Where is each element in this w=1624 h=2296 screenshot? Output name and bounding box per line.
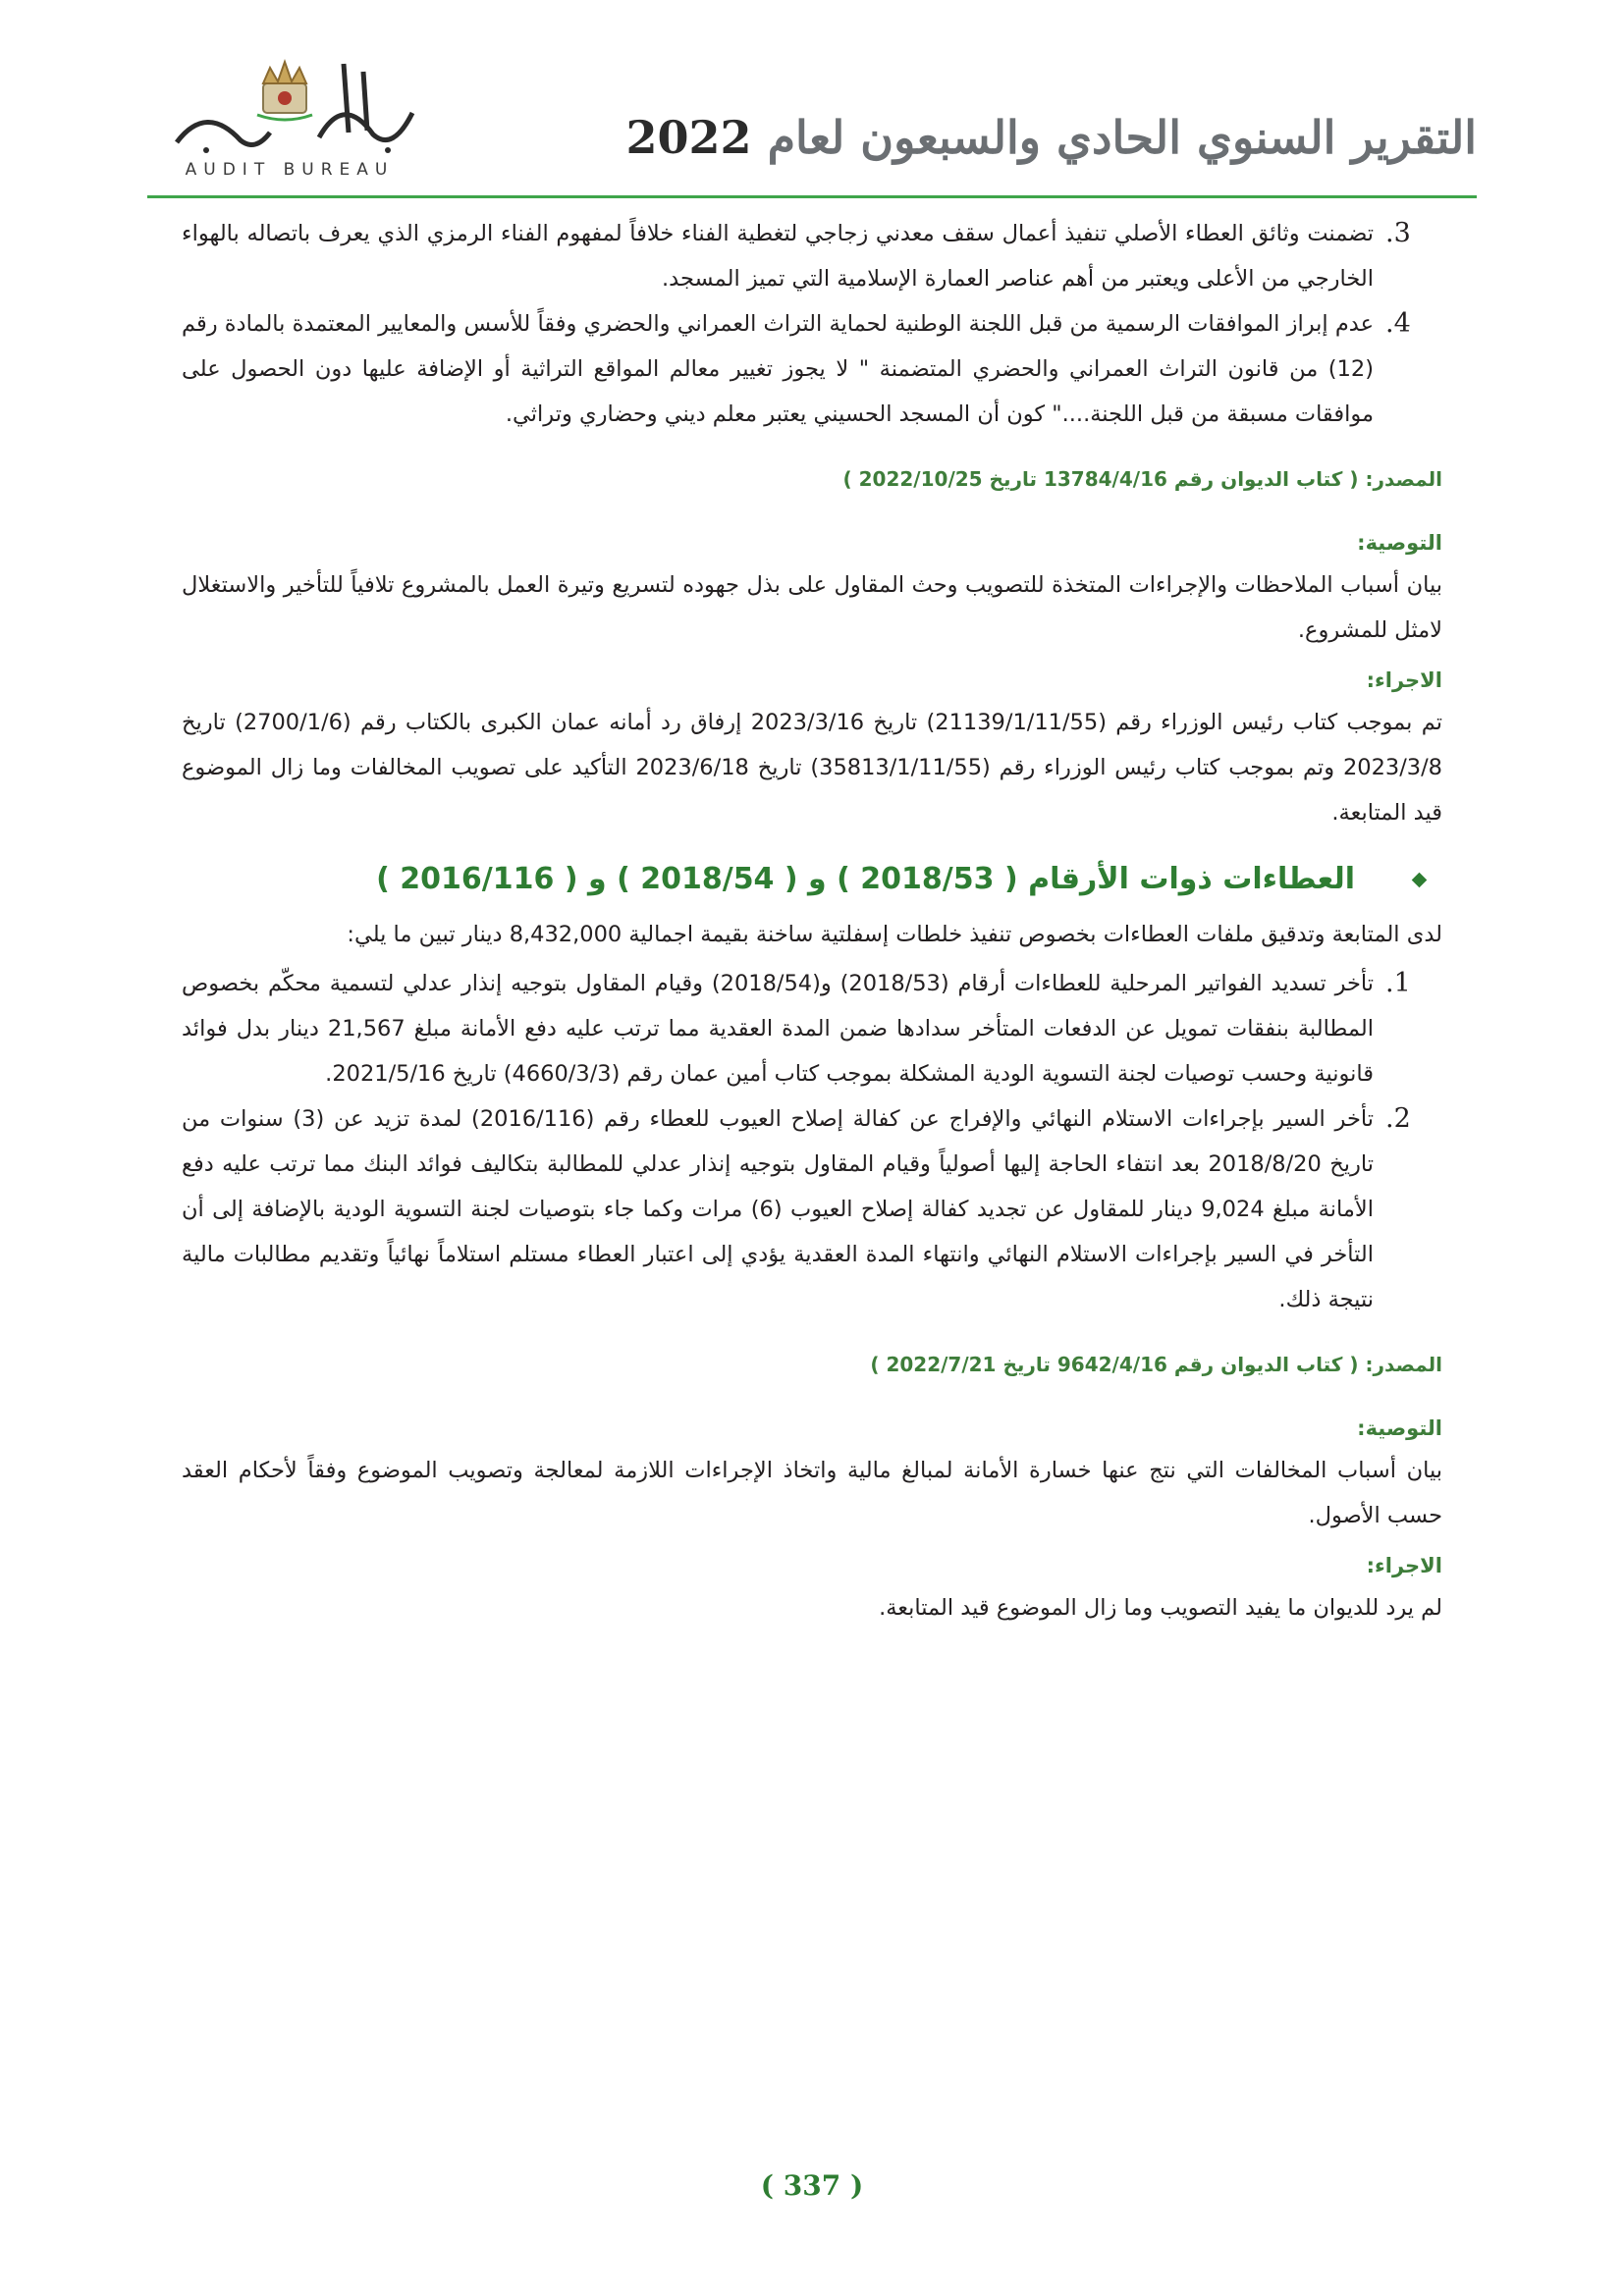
page-content [182,211,1442,1634]
list-item [182,1096,1442,1322]
page-number: ( 337 ) [760,2169,864,2202]
source-reference: المصدر: ( كتاب الديوان رقم 13784/4/16 تاريخ 2022/10/25 ) [842,467,1442,491]
report-year: 2022 [625,111,752,164]
report-title-text: التقرير السنوي الحادي والسبعون لعام [767,111,1477,164]
list-item-number: 2. [1385,1103,1411,1134]
section-heading-text: العطاءات ذوات الأرقام ( 2018/53 ) و ( 2018/54 ) و ( 2016/116 ) [376,862,1355,896]
list-item [182,211,1442,301]
list-item-text: عدم إبراز الموافقات الرسمية من قبل اللجنة الوطنية لحماية التراث العمراني والحضري وفقاً للأسس والمعايير المعتمدة بالمادة رقم (12) من قانون التراث العمراني والحضري المتضمنة " لا يجوز تغيير معالم المواقع التراثية أو الإضافة عليها دون الحصول على موافقات مسبقة من قبل اللجنة...." كون أن المسجد الحسيني يعتبر معلم ديني وحضاري وتراثي. [182,311,1374,427]
action-label: الاجراء: [1366,668,1442,692]
section-intro: لدى المتابعة وتدقيق ملفات العطاءات بخصوص تنفيذ خلطات إسفلتية ساخنة بقيمة اجمالية 8,432,000 دينار تبين ما يلي: [347,922,1442,947]
recommendation-label: التوصية: [1357,1416,1442,1440]
list-item-number: 4. [1385,308,1411,339]
list-item-number: 1. [1385,968,1411,998]
action-label: الاجراء: [1366,1554,1442,1577]
recommendation-label: التوصية: [1357,531,1442,555]
list-item-text: تأخر السير بإجراءات الاستلام النهائي والإفراج عن كفالة إصلاح العيوب للعطاء رقم (2016/116) لمدة تزيد عن (3) سنوات من تاريخ 2018/8/20 بعد انتفاء الحاجة إليها أصولياً وقيام المقاول بتوجيه إنذار عدلي للمطالبة بتكاليف فوائد البنك مما ترتب عليه دفع الأمانة مبلغ 9,024 دينار للمقاول عن تجديد كفالة إصلاح العيوب (6) مرات وكما جاء بتوصيات لجنة التسوية الودية بالإضافة إلى أن التأخر في السير بإجراءات الاستلام النهائي وانتهاء المدة العقدية يؤدي إلى اعتبار العطاء مستلم استلاماً نهائياً وتقديم مطالبات مالية نتيجة ذلك. [182,1106,1374,1312]
list-item [182,301,1442,437]
action-text: لم يرد للديوان ما يفيد التصويب وما زال الموضوع قيد المتابعة. [879,1595,1442,1621]
list-item-text: تضمنت وثائق العطاء الأصلي تنفيذ أعمال سقف معدني زجاجي لتغطية الفناء خلافاً لمفهوم الفناء الرمزي الذي يعرف باتصاله بالهواء الخارجي من الأعلى ويعتبر من أهم عناصر العمارة الإسلامية التي تميز المسجد. [182,221,1374,292]
list-item [182,961,1442,1096]
audit-bureau-logo [147,54,432,191]
action-text: تم بموجب كتاب رئيس الوزراء رقم (21139/1/11/55) تاريخ 2023/3/16 إرفاق رد أمانه عمان الكبرى بالكتاب رقم (2700/1/6) تاريخ 2023/3/8 وتم بموجب كتاب رئيس الوزراء رقم (35813/1/11/55) تاريخ 2023/6/18 التأكيد على تصويب المخالفات وما زال الموضوع قيد المتابعة. [182,710,1442,826]
bullet-diamond-icon [1412,872,1428,887]
source-reference: المصدر: ( كتاب الديوان رقم 9642/4/16 تاريخ 2022/7/21 ) [870,1353,1442,1376]
header-divider [147,195,1477,198]
logo-subtext: AUDIT BUREAU [185,160,395,180]
recommendation-text: بيان أسباب الملاحظات والإجراءات المتخذة للتصويب وحث المقاول على بذل جهوده لتسريع وتيرة العمل بالمشروع تلافياً للتأخير والاستغلال لامثل للمشروع. [182,572,1442,643]
list-item-text: تأخر تسديد الفواتير المرحلية للعطاءات أرقام (2018/53) و(2018/54) وقيام المقاول بتوجيه إنذار عدلي لتسمية محكّم بخصوص المطالبة بنفقات تمويل عن الدفعات المتأخر سدادها ضمن المدة العقدية مما ترتب عليه دفع الأمانة مبلغ 21,567 دينار بدل فوائد قانونية وحسب توصيات لجنة التسوية الودية المشكلة بموجب كتاب أمين عمان رقم (4660/3/3) تاريخ 2021/5/16. [182,971,1375,1087]
report-title [626,111,1477,164]
list-item-number: 3. [1385,218,1411,248]
recommendation-text: بيان أسباب المخالفات التي نتج عنها خسارة الأمانة لمبالغ مالية واتخاذ الإجراءات اللازمة لمعالجة وتصويب الموضوع وفقاً لأحكام العقد حسب الأصول. [182,1458,1442,1528]
section-heading [182,857,1442,902]
page-header [147,54,1477,201]
logo-emblem-icon [147,54,432,162]
